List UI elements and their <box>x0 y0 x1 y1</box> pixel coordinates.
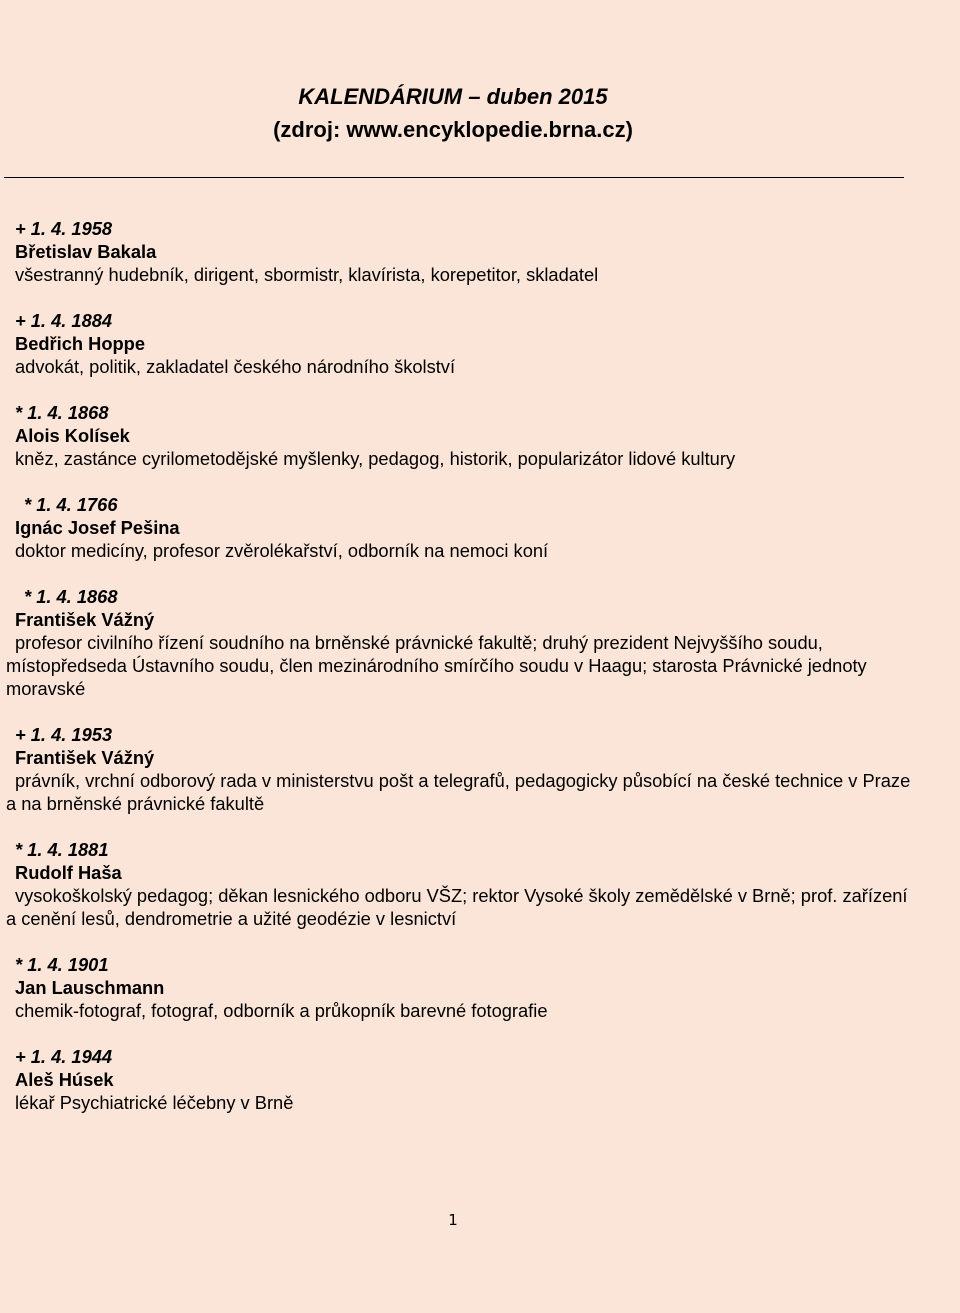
document-header <box>0 80 906 146</box>
calendar-entry <box>0 585 920 700</box>
calendar-entry <box>0 217 920 286</box>
calendar-entry <box>0 723 920 815</box>
entry-name: František Vážný <box>15 747 155 768</box>
entry-name: Rudolf Haša <box>15 862 122 883</box>
entry-date: * 1. 4. 1868 <box>15 402 109 423</box>
entry-name: Jan Lauschmann <box>15 977 165 998</box>
entry-name: František Vážný <box>15 609 155 630</box>
calendar-entry <box>0 838 920 930</box>
calendar-entries <box>0 217 920 1137</box>
entry-description: kněz, zastánce cyrilometodějské myšlenky, pedagog, historik, popularizátor lidové kultury <box>15 448 736 469</box>
entry-date: + 1. 4. 1958 <box>15 218 113 239</box>
calendar-entry <box>0 401 920 470</box>
entry-description: profesor civilního řízení soudního na brněnské právnické fakultě; druhý prezident Nejvyššího soudu, místopředseda Ústavního soudu, člen mezinárodního smírčího soudu v Haagu; starosta Právnické jednoty moravské <box>6 632 867 699</box>
entry-description: chemik-fotograf, fotograf, odborník a průkopník barevné fotografie <box>15 1000 548 1021</box>
calendar-entry <box>0 953 920 1022</box>
document-source: (zdroj: www.encyklopedie.brna.cz) <box>273 117 633 142</box>
entry-description: doktor medicíny, profesor zvěrolékařství, odborník na nemoci koní <box>15 540 549 561</box>
page-number: 1 <box>448 1211 458 1229</box>
entry-description: vysokoškolský pedagog; děkan lesnického odboru VŠZ; rektor Vysoké školy zemědělské v Brně; prof. zařízení a cenění lesů, dendrometrie a užité geodézie v lesnictví <box>6 885 908 929</box>
entry-date: + 1. 4. 1884 <box>15 310 113 331</box>
entry-name: Ignác Josef Pešina <box>15 517 180 538</box>
entry-name: Břetislav Bakala <box>15 241 157 262</box>
calendar-entry <box>0 309 920 378</box>
entry-date: + 1. 4. 1953 <box>15 724 113 745</box>
entry-name: Alois Kolísek <box>15 425 130 446</box>
entry-name: Aleš Húsek <box>15 1069 114 1090</box>
entry-date: * 1. 4. 1766 <box>24 494 118 515</box>
document-title: KALENDÁRIUM – duben 2015 <box>298 84 608 109</box>
entry-date: * 1. 4. 1901 <box>15 954 109 975</box>
header-divider <box>4 177 904 178</box>
calendar-entry <box>0 1045 920 1114</box>
entry-description: lékař Psychiatrické léčebny v Brně <box>15 1092 294 1113</box>
calendar-entry <box>0 493 920 562</box>
entry-description: advokát, politik, zakladatel českého národního školství <box>15 356 456 377</box>
entry-date: * 1. 4. 1868 <box>24 586 118 607</box>
entry-description: všestranný hudebník, dirigent, sbormistr, klavírista, korepetitor, skladatel <box>15 264 599 285</box>
entry-description: právník, vrchní odborový rada v ministerstvu pošt a telegrafů, pedagogicky působící na české technice v Praze a na brněnské právnické fakultě <box>6 770 911 814</box>
entry-date: + 1. 4. 1944 <box>15 1046 113 1067</box>
entry-date: * 1. 4. 1881 <box>15 839 109 860</box>
entry-name: Bedřich Hoppe <box>15 333 146 354</box>
